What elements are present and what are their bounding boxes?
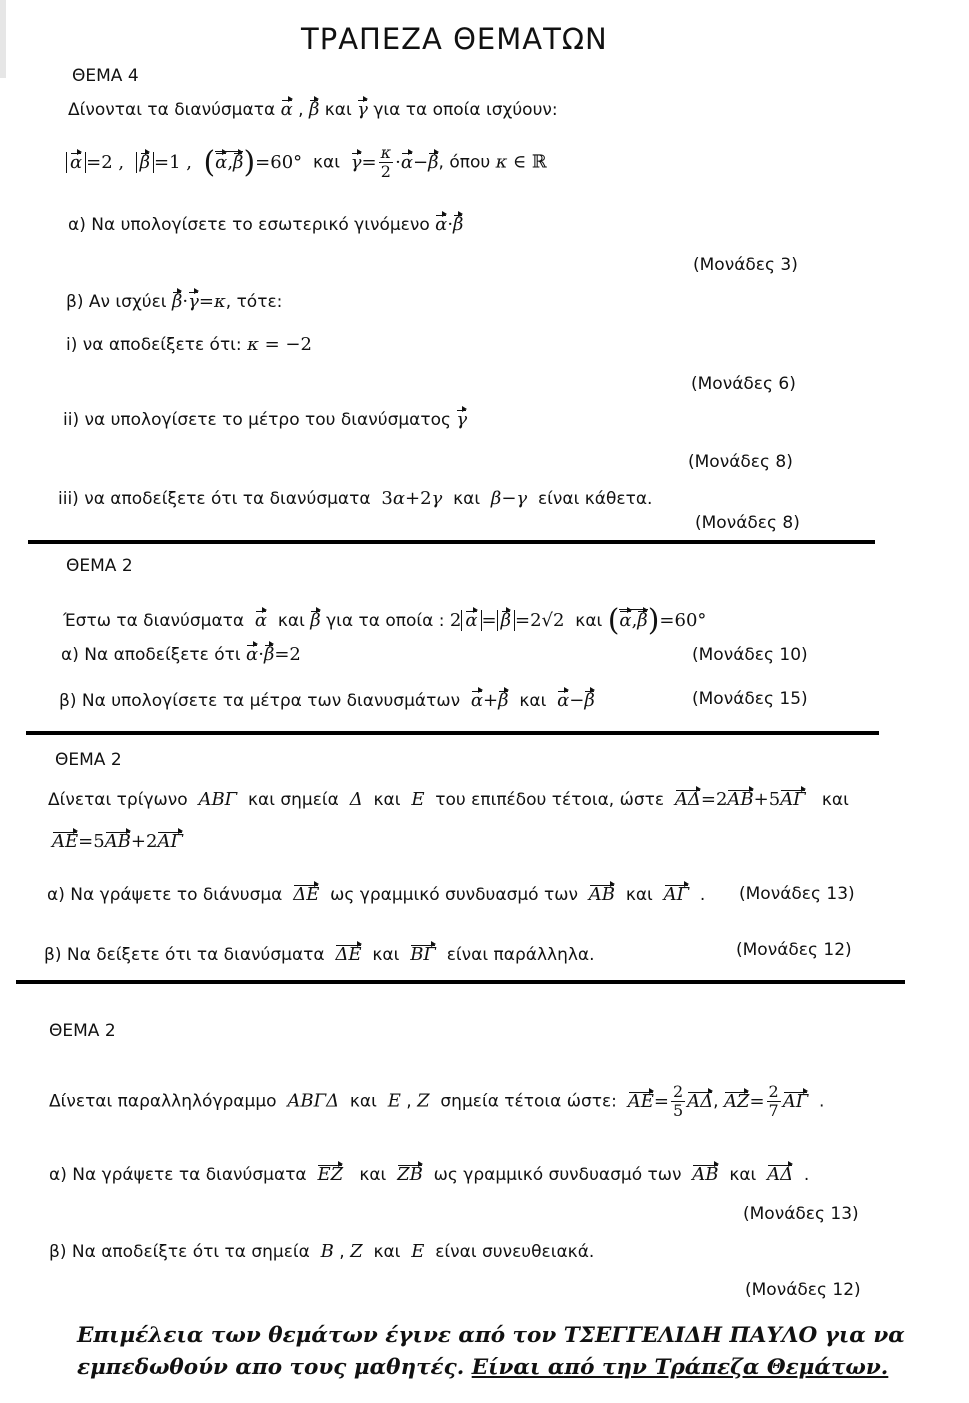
q3-intro: Δίνεται τρίγωνο ΑΒΓ και σημεία Δ και Ε του επιπέδου τέτοια, ώστε ΑΔ=2ΑΒ+5ΑΓ και bbox=[48, 789, 849, 810]
q2-part-b-points: (Μονάδες 15) bbox=[692, 689, 808, 709]
q3-part-a-points: (Μονάδες 13) bbox=[739, 884, 855, 904]
page-title: ΤΡΑΠΕΖΑ ΘΕΜΑΤΩΝ bbox=[301, 22, 608, 56]
q1-part-a: α) Να υπολογίσετε το εσωτερικό γινόμενο α·β bbox=[68, 214, 464, 235]
footer-source: Είναι από την Τράπεζα Θεμάτων. bbox=[471, 1355, 889, 1380]
q1-part-ii-points: (Μονάδες 8) bbox=[688, 452, 793, 472]
separator-line bbox=[26, 731, 879, 735]
q1-part-iii-points: (Μονάδες 8) bbox=[695, 513, 800, 533]
footer-line-2 bbox=[77, 1355, 888, 1380]
footer-line-1: Επιμέλεια των θεμάτων έγινε από τον ΤΣΕΓΓΕΛΙΔΗ ΠΑΥΛΟ για να bbox=[77, 1323, 905, 1348]
q1-part-i-points: (Μονάδες 6) bbox=[691, 374, 796, 394]
q1-part-ii: ii) να υπολογίσετε το μέτρο του διανύσματος γ bbox=[63, 409, 468, 430]
q4-part-a-points: (Μονάδες 13) bbox=[743, 1204, 859, 1224]
q2-part-a: α) Να αποδείξετε ότι α·β=2 bbox=[61, 644, 301, 665]
q4-heading: ΘΕΜΑ 2 bbox=[49, 1021, 116, 1041]
q1-part-a-points: (Μονάδες 3) bbox=[693, 255, 798, 275]
q4-part-b-points: (Μονάδες 12) bbox=[745, 1280, 861, 1300]
q1-part-b: β) Αν ισχύει β·γ=κ, τότε: bbox=[66, 291, 283, 312]
scan-edge-shadow bbox=[0, 0, 6, 78]
q2-part-a-points: (Μονάδες 10) bbox=[692, 645, 808, 665]
q1-part-i: i) να αποδείξετε ότι: κ = −2 bbox=[66, 334, 312, 355]
q3-part-b-points: (Μονάδες 12) bbox=[736, 940, 852, 960]
q2-heading: ΘΕΜΑ 2 bbox=[66, 556, 133, 576]
q1-conditions: α =2 , β =1 , (α,β)=60° και γ= $\frac{\kappa}{2}$ ·α−β, όπου κ ∈ ℝ bbox=[66, 144, 547, 181]
q2-part-b: β) Να υπολογίσετε τα μέτρα των διανυσμάτων α+β και α−β bbox=[59, 690, 595, 711]
separator-line bbox=[16, 980, 905, 984]
q4-part-a: α) Να γράψετε τα διανύσματα ΕΖ και ΖΒ ως γραμμικό συνδυασμό των ΑΒ και ΑΔ . bbox=[49, 1164, 810, 1185]
q2-intro: Έστω τα διανύσματα α και β για τα οποία : 2 α = β =2√2 και (α,β)=60° bbox=[63, 603, 707, 638]
q4-part-b: β) Να αποδείξτε ότι τα σημεία Β , Ζ και Ε είναι συνευθειακά. bbox=[49, 1241, 595, 1262]
q1-part-iii: iii) να αποδείξετε ότι τα διανύσματα 3α+2γ και β−γ είναι κάθετα. bbox=[58, 488, 653, 509]
q3-part-b: β) Να δείξετε ότι τα διανύσματα ΔΕ και ΒΓ είναι παράλληλα. bbox=[44, 944, 595, 965]
q1-intro: Δίνονται τα διανύσματα α , β και γ για τα οποία ισχύουν: bbox=[68, 99, 558, 120]
separator-line bbox=[28, 540, 875, 544]
q4-intro: Δίνεται παραλληλόγραμμο ΑΒΓΔ και Ε , Ζ σημεία τέτοια ώστε: ΑΕ= $\frac{2}{5}$ ΑΔ, ΑΖ= $\frac{2}{7}$ ΑΓ . bbox=[49, 1082, 825, 1120]
footer-credit: εμπεδωθούν απο τους μαθητές. bbox=[77, 1355, 465, 1380]
q3-part-a: α) Να γράψετε το διάνυσμα ΔΕ ως γραμμικό συνδυασμό των ΑΒ και ΑΓ . bbox=[47, 884, 706, 905]
q3-intro-equation: ΑΕ=5ΑΒ+2ΑΓ bbox=[52, 831, 183, 852]
q1-heading: ΘΕΜΑ 4 bbox=[72, 66, 139, 86]
q3-heading: ΘΕΜΑ 2 bbox=[55, 750, 122, 770]
